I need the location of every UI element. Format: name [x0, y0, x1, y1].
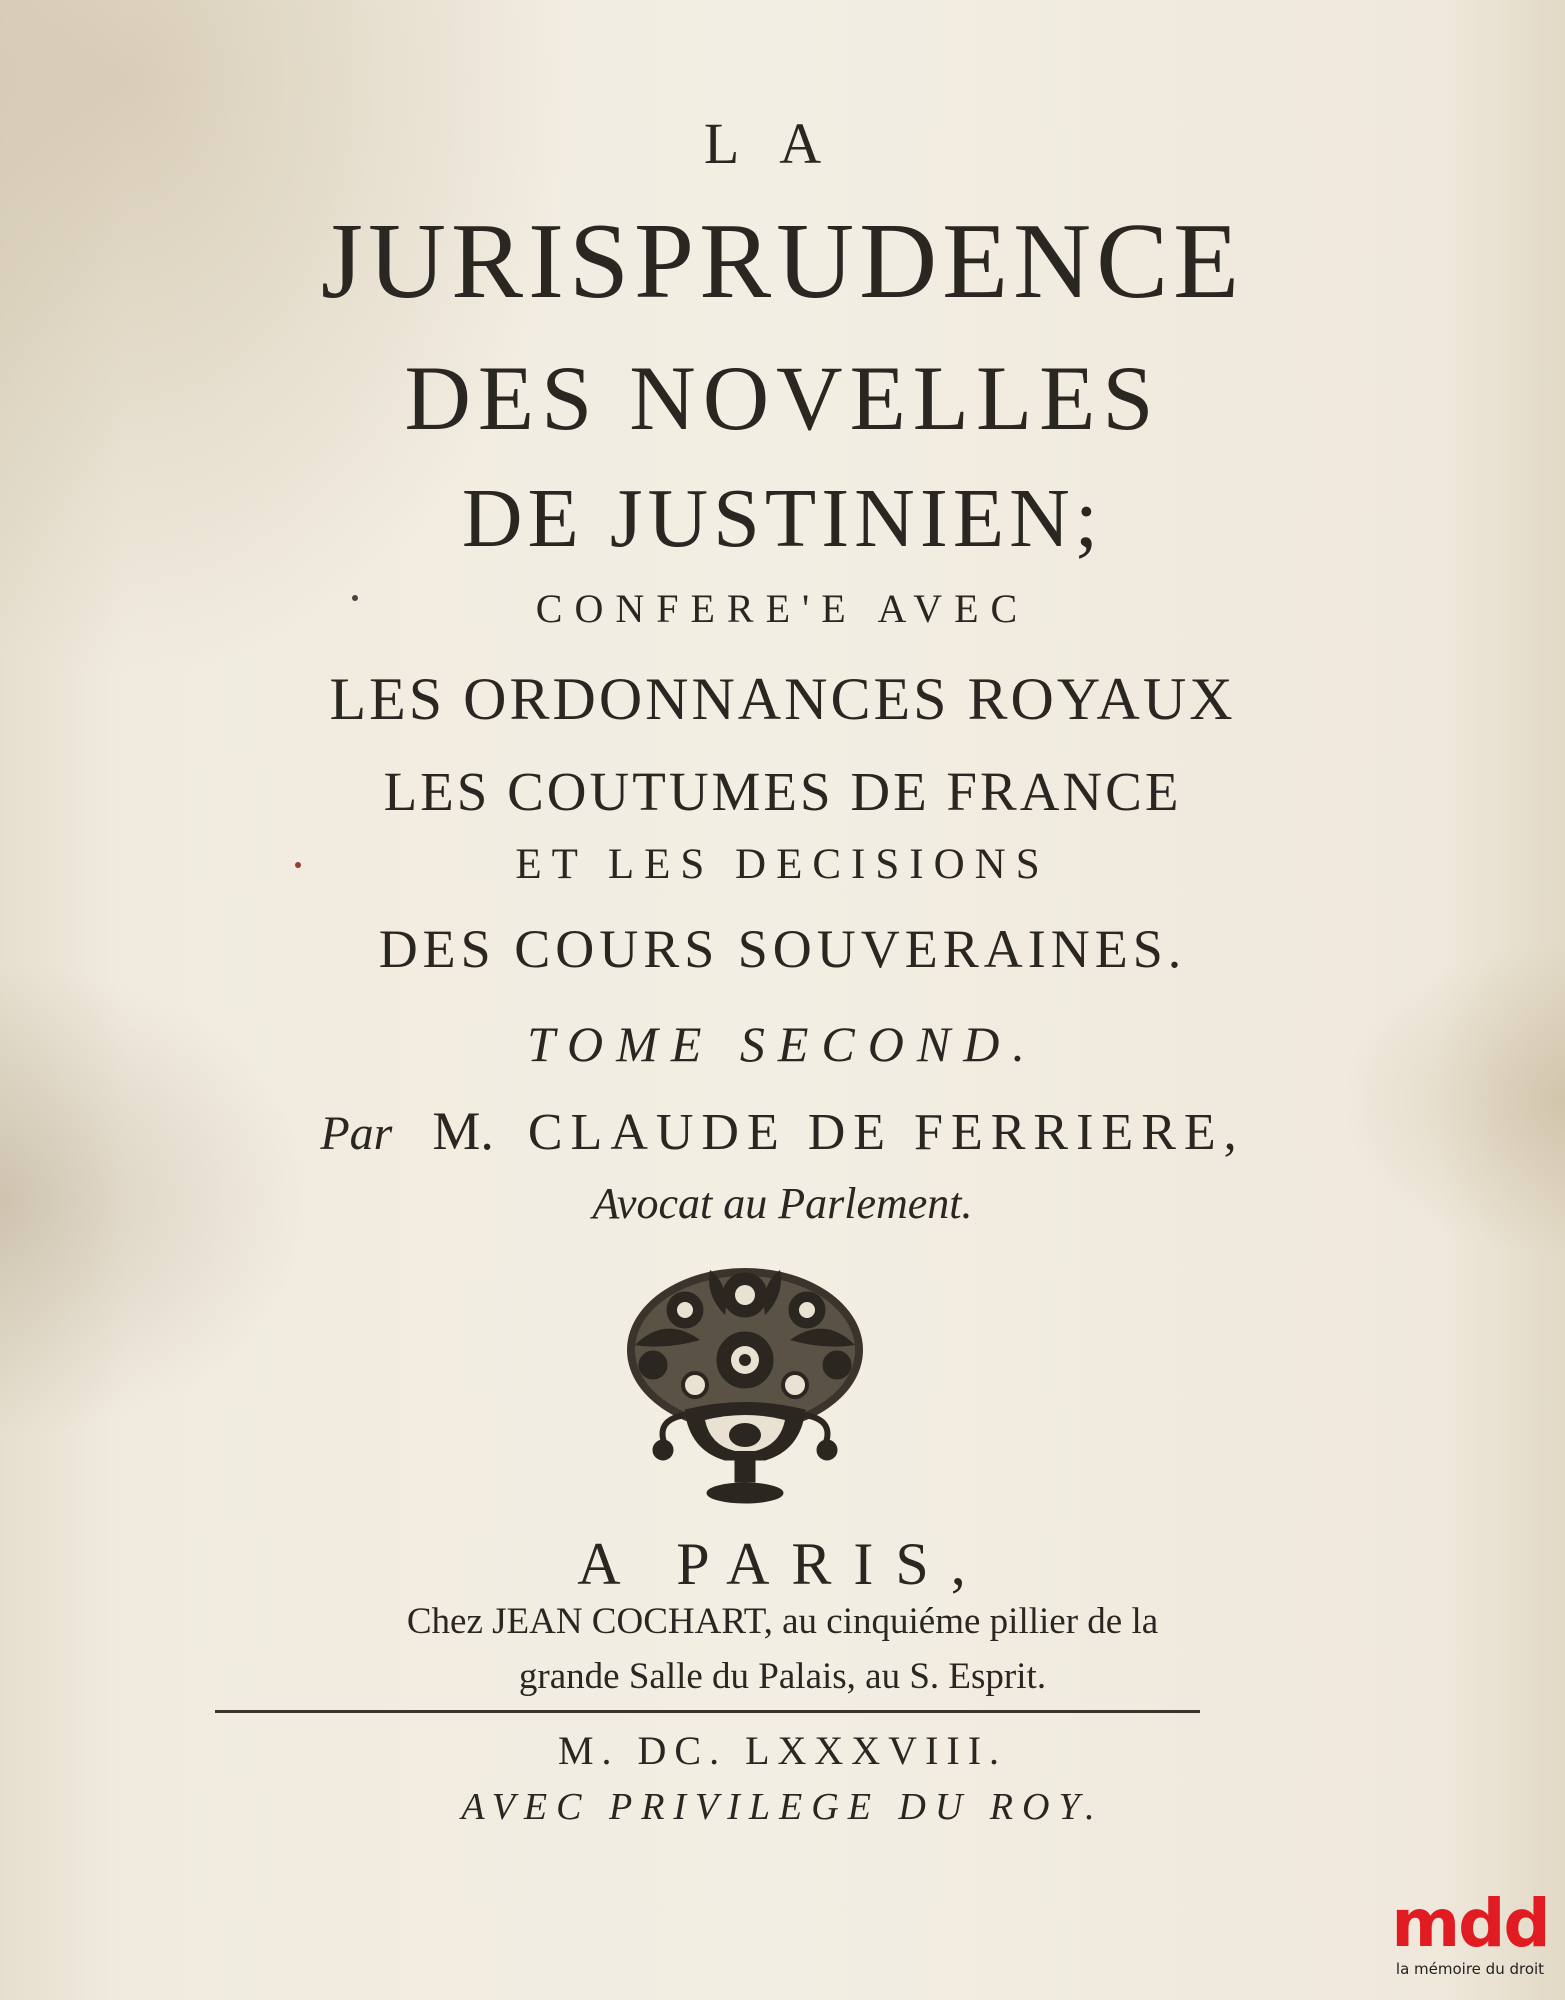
subtitle-ordonnances: LES ORDONNANCES ROYAUX	[329, 666, 1236, 732]
imprint-privilege: AVEC PRIVILEGE DU ROY.	[461, 1786, 1104, 1828]
author-line	[40, 1100, 1525, 1162]
title-article: LA	[703, 111, 862, 176]
title-line-novelles: DES NOVELLES	[404, 347, 1161, 449]
author-name: CLAUDE DE FERRIERE,	[527, 1104, 1245, 1161]
imprint-city: A PARIS,	[577, 1531, 988, 1597]
author-par: Par	[320, 1107, 393, 1160]
title-main: JURISPRUDENCE	[320, 202, 1245, 321]
subtitle-coutumes: LES COUTUMES DE FRANCE	[383, 761, 1182, 822]
author-title: Avocat au Parlement.	[592, 1179, 973, 1228]
logo-mark: mdd	[1391, 1885, 1549, 1962]
imprint-year: M. DC. LXXXVIII.	[557, 1728, 1008, 1773]
logo-tagline: la mémoire du droit	[1395, 1960, 1545, 1978]
title-line-justinien: DE JUSTINIEN;	[461, 472, 1104, 565]
author-honorific: M.	[432, 1101, 494, 1161]
subtitle-conferee: CONFERE'E AVEC	[535, 586, 1030, 631]
imprint-publisher-2: grande Salle du Palais, au S. Esprit.	[518, 1656, 1047, 1697]
imprint-publisher-1: Chez JEAN COCHART, au cinquiéme pillier de la	[406, 1601, 1159, 1642]
vase-ornament-icon	[615, 1255, 875, 1510]
mdd-logo	[1385, 1885, 1555, 1988]
subtitle-decisions: ET LES DECISIONS	[515, 841, 1050, 888]
volume-label: TOME SECOND.	[527, 1016, 1038, 1072]
subtitle-cours: DES COURS SOUVERAINES.	[378, 919, 1187, 979]
imprint-rule	[215, 1710, 1200, 1713]
